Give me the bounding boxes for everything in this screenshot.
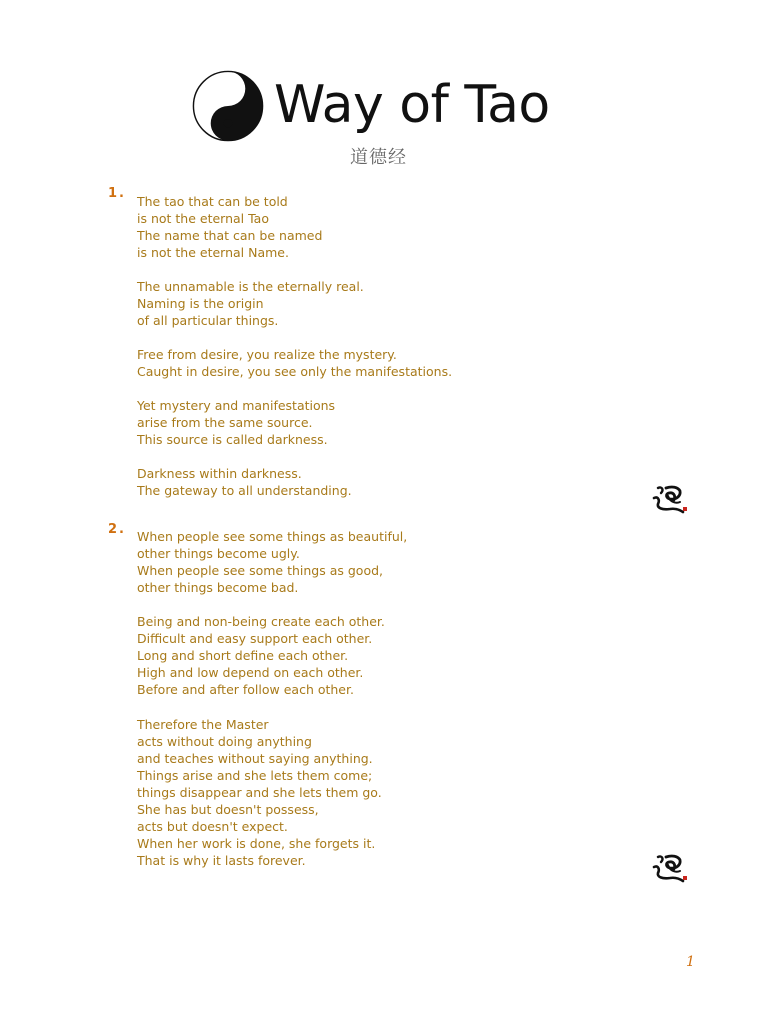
verse-line: Caught in desire, you see only the manifestations. (137, 364, 453, 379)
verse-line: arise from the same source. (137, 415, 313, 430)
page-title: Way of Tao (274, 75, 550, 135)
verse-line: She has but doesn't possess, (137, 802, 319, 817)
verse-line: The name that can be named (137, 228, 323, 243)
stanza (137, 465, 597, 499)
verse-line: of all particular things. (137, 313, 279, 328)
verse-line: That is why it lasts forever. (137, 853, 306, 868)
verse-line: Therefore the Master (137, 717, 269, 732)
verse-line: Yet mystery and manifestations (137, 398, 336, 413)
tao-calligraphy-seal-icon (650, 851, 690, 885)
verse-line: things disappear and she lets them go. (137, 785, 382, 800)
stanza (137, 397, 597, 448)
verse-line: Long and short define each other. (137, 648, 349, 663)
verse-line: is not the eternal Tao (137, 211, 269, 226)
verse-line: The tao that can be told (137, 194, 288, 209)
page-number: 1 (686, 954, 695, 970)
verse-line: When people see some things as beautiful, (137, 529, 408, 544)
verse-line: The gateway to all understanding. (137, 483, 352, 498)
yin-yang-icon (192, 70, 264, 142)
verse-line: other things become bad. (137, 580, 299, 595)
stanza (137, 528, 597, 596)
verse-line: Free from desire, you realize the mystery. (137, 347, 397, 362)
verse-line: Darkness within darkness. (137, 466, 302, 481)
verse-line: acts but doesn't expect. (137, 819, 288, 834)
verse-line: and teaches without saying anything. (137, 751, 373, 766)
chapter-number: 1. (108, 186, 126, 201)
verse-line: acts without doing anything (137, 734, 312, 749)
stanza (137, 278, 597, 329)
verse-line: Things arise and she lets them come; (137, 768, 373, 783)
verse-line: When her work is done, she forgets it. (137, 836, 376, 851)
verse-line: is not the eternal Name. (137, 245, 289, 260)
stanza (137, 346, 597, 380)
verse-line: When people see some things as good, (137, 563, 384, 578)
verse-line: The unnamable is the eternally real. (137, 279, 364, 294)
verse-line: Naming is the origin (137, 296, 264, 311)
verse-line: High and low depend on each other. (137, 665, 364, 680)
chapter-number: 2. (108, 522, 126, 537)
verse-line: other things become ugly. (137, 546, 300, 561)
tao-calligraphy-seal-icon (650, 482, 690, 516)
verse-line: This source is called darkness. (137, 432, 328, 447)
stanza (137, 193, 597, 261)
verse-line: Difficult and easy support each other. (137, 631, 373, 646)
stanza (137, 716, 597, 869)
verse-line: Before and after follow each other. (137, 682, 354, 697)
verse-line: Being and non-being create each other. (137, 614, 385, 629)
stanza (137, 613, 597, 698)
page-subtitle: 道德经 (350, 147, 407, 168)
